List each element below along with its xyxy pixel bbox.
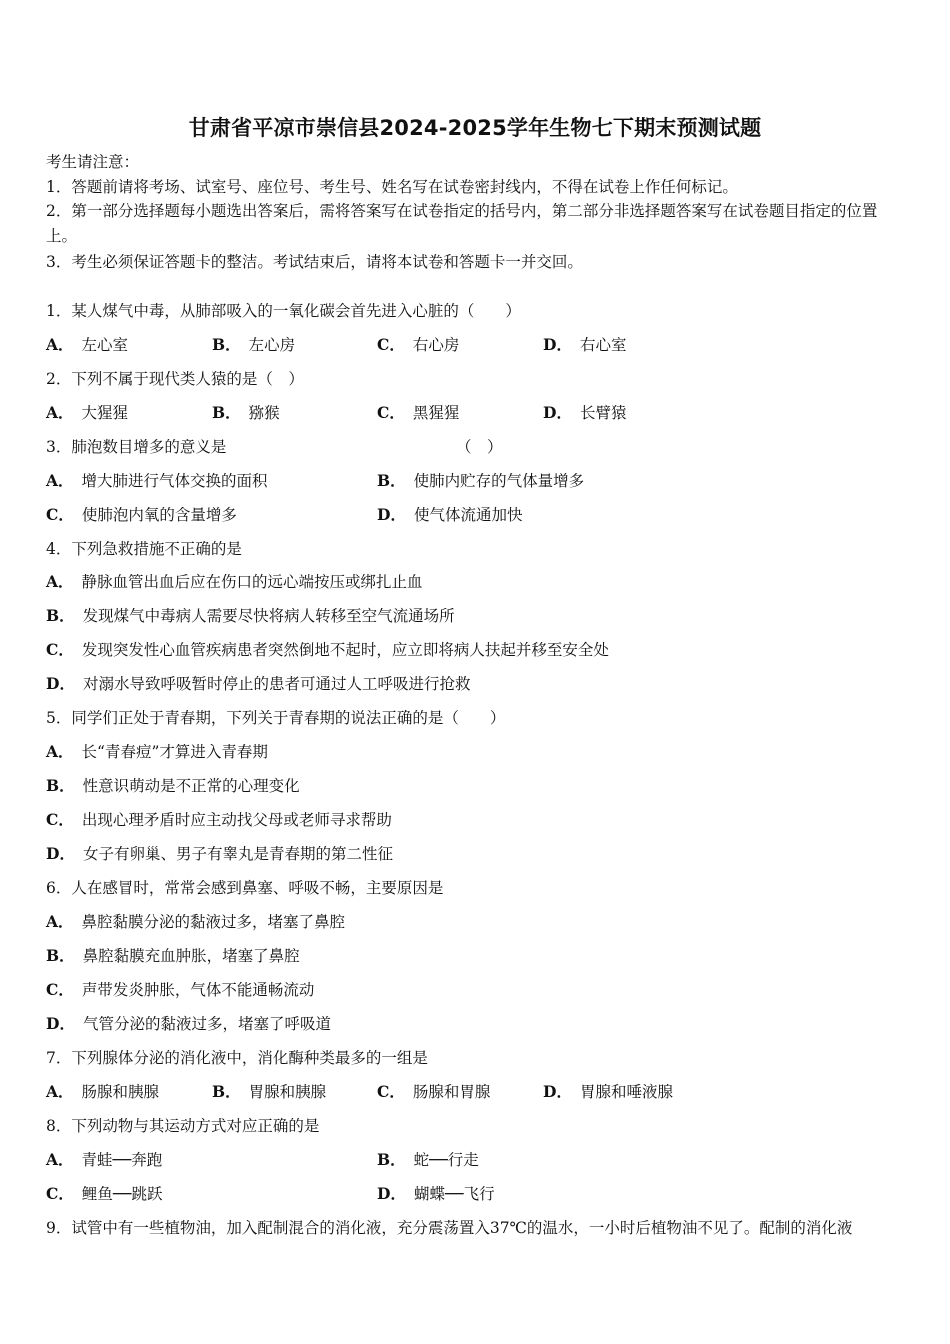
question-7-stem: 7．下列腺体分泌的消化液中，消化酶种类最多的一组是 [46, 1049, 428, 1067]
option-text: 出现心理矛盾时应主动找父母或老师寻求帮助 [81, 811, 392, 829]
option-text: 青蛙──奔跑 [81, 1151, 163, 1169]
option-text: 大猩猩 [81, 404, 129, 422]
question-8-option-a [46, 1150, 162, 1170]
question-4-option-a [46, 572, 423, 592]
option-text: 长“青春痘”才算进入青春期 [81, 743, 268, 761]
option-text: 肠腺和胰腺 [81, 1083, 160, 1101]
question-7-option-b [212, 1082, 326, 1102]
option-text: 长臂猿 [579, 404, 627, 422]
option-letter: B． [377, 1150, 406, 1169]
question-4-option-b [46, 606, 455, 626]
option-letter: B． [212, 403, 241, 422]
question-6-option-b [46, 946, 300, 966]
option-letter: C． [46, 640, 74, 659]
option-letter: D． [543, 1082, 572, 1101]
question-6-option-a [46, 912, 345, 932]
option-letter: C． [46, 505, 74, 524]
option-text: 鲤鱼──跳跃 [81, 1185, 163, 1203]
option-text: 胃腺和胰腺 [248, 1083, 327, 1101]
question-3-option-a [46, 471, 268, 491]
question-2-option-d [543, 403, 626, 423]
question-6-option-c [46, 980, 314, 1000]
option-text: 性意识萌动是不正常的心理变化 [82, 777, 300, 795]
option-letter: D． [46, 1014, 75, 1033]
notice-item-2: 2．第一部分选择题每小题选出答案后，需将答案写在试卷指定的括号内，第二部分非选择题答案写在试卷题目指定的位置上。 [46, 202, 878, 245]
option-letter: A． [46, 742, 74, 761]
question-8-stem: 8．下列动物与其运动方式对应正确的是 [46, 1117, 320, 1135]
question-4-option-d [46, 674, 470, 694]
exam-title: 甘肃省平凉市崇信县2024-2025学年生物七下期末预测试题 [188, 116, 762, 140]
option-text: 肠腺和胃腺 [412, 1083, 491, 1101]
option-letter: A． [46, 1150, 74, 1169]
option-text: 对溺水导致呼吸暂时停止的患者可通过人工呼吸进行抢救 [82, 675, 471, 693]
option-letter: D． [377, 505, 406, 524]
question-1-stem: 1．某人煤气中毒，从肺部吸入的一氧化碳会首先进入心脏的（ ） [46, 302, 521, 320]
option-text: 使肺内贮存的气体量增多 [413, 472, 585, 490]
question-5-option-c [46, 810, 392, 830]
option-text: 黑猩猩 [412, 404, 460, 422]
question-5-option-d [46, 844, 393, 864]
option-text: 静脉血管出血后应在伤口的远心端按压或绑扎止血 [81, 573, 423, 591]
option-text: 发现突发性心血管疾病患者突然倒地不起时，应立即将病人扶起并移至安全处 [81, 641, 609, 659]
option-text: 蝴蝶──飞行 [413, 1185, 495, 1203]
question-3-answer-paren: （ ） [456, 438, 503, 456]
question-2-option-a [46, 403, 128, 423]
option-letter: D． [543, 335, 572, 354]
option-text: 气管分泌的黏液过多，堵塞了呼吸道 [82, 1015, 331, 1033]
question-2-stem: 2．下列不属于现代类人猿的是（ ） [46, 370, 304, 388]
question-6-option-d [46, 1014, 331, 1034]
question-6-stem: 6．人在感冒时，常常会感到鼻塞、呼吸不畅，主要原因是 [46, 879, 444, 897]
option-text: 鼻腔黏膜分泌的黏液过多，堵塞了鼻腔 [81, 913, 346, 931]
option-letter: B． [46, 606, 75, 625]
option-letter: C． [46, 980, 74, 999]
notice-item-1: 1．答题前请将考场、试室号、座位号、考生号、姓名写在试卷密封线内，不得在试卷上作任何标记。 [46, 178, 738, 196]
question-3-stem: 3．肺泡数目增多的意义是 [46, 438, 227, 456]
option-text: 蛇──行走 [413, 1151, 479, 1169]
option-text: 鼻腔黏膜充血肿胀，堵塞了鼻腔 [82, 947, 300, 965]
option-letter: A． [46, 912, 74, 931]
question-3-option-b [377, 471, 584, 491]
option-letter: C． [377, 335, 405, 354]
option-text: 发现煤气中毒病人需要尽快将病人转移至空气流通场所 [82, 607, 455, 625]
option-letter: D． [46, 674, 75, 693]
option-letter: A． [46, 572, 74, 591]
question-5-option-b [46, 776, 300, 796]
option-letter: B． [212, 335, 241, 354]
option-letter: D． [543, 403, 572, 422]
option-text: 女子有卵巢、男子有睾丸是青春期的第二性征 [82, 845, 393, 863]
option-letter: B． [377, 471, 406, 490]
question-1-option-b [212, 335, 295, 355]
option-letter: B． [46, 776, 75, 795]
question-3-option-c [46, 505, 237, 525]
option-text: 胃腺和唾液腺 [579, 1083, 673, 1101]
question-8-option-d [377, 1184, 495, 1204]
option-text: 增大肺进行气体交换的面积 [81, 472, 268, 490]
question-4-option-c [46, 640, 609, 660]
option-text: 左心室 [81, 336, 129, 354]
question-1-option-d [543, 335, 626, 355]
question-5-option-a [46, 742, 268, 762]
question-5-stem: 5．同学们正处于青春期，下列关于青春期的说法正确的是（ ） [46, 709, 506, 727]
question-7-option-d [543, 1082, 673, 1102]
option-letter: A． [46, 1082, 74, 1101]
option-text: 使肺泡内氧的含量增多 [81, 506, 237, 524]
option-text: 使气体流通加快 [413, 506, 523, 524]
question-9-stem: 9．试管中有一些植物油，加入配制混合的消化液，充分震荡置入37℃的温水，一小时后植物油不见了。配制的消化液 [46, 1219, 853, 1237]
option-letter: C． [46, 810, 74, 829]
option-letter: A． [46, 471, 74, 490]
option-letter: C． [377, 403, 405, 422]
question-4-stem: 4．下列急救措施不正确的是 [46, 540, 242, 558]
option-letter: A． [46, 403, 74, 422]
option-letter: C． [46, 1184, 74, 1203]
option-letter: D． [46, 844, 75, 863]
notice-heading: 考生请注意： [46, 153, 140, 171]
question-2-option-c [377, 403, 459, 423]
option-letter: C． [377, 1082, 405, 1101]
question-7-option-a [46, 1082, 159, 1102]
question-2-option-b [212, 403, 280, 423]
option-text: 左心房 [248, 336, 296, 354]
option-text: 声带发炎肿胀，气体不能通畅流动 [81, 981, 315, 999]
option-letter: B． [212, 1082, 241, 1101]
question-1-option-c [377, 335, 459, 355]
question-8-option-b [377, 1150, 479, 1170]
question-3-option-d [377, 505, 522, 525]
option-text: 猕猴 [248, 404, 280, 422]
question-1-option-a [46, 335, 128, 355]
option-text: 右心房 [412, 336, 460, 354]
notice-item-3: 3．考生必须保证答题卡的整洁。考试结束后，请将本试卷和答题卡一并交回。 [46, 253, 583, 271]
option-letter: B． [46, 946, 75, 965]
option-letter: D． [377, 1184, 406, 1203]
question-7-option-c [377, 1082, 490, 1102]
question-8-option-c [46, 1184, 163, 1204]
option-letter: A． [46, 335, 74, 354]
option-text: 右心室 [579, 336, 627, 354]
